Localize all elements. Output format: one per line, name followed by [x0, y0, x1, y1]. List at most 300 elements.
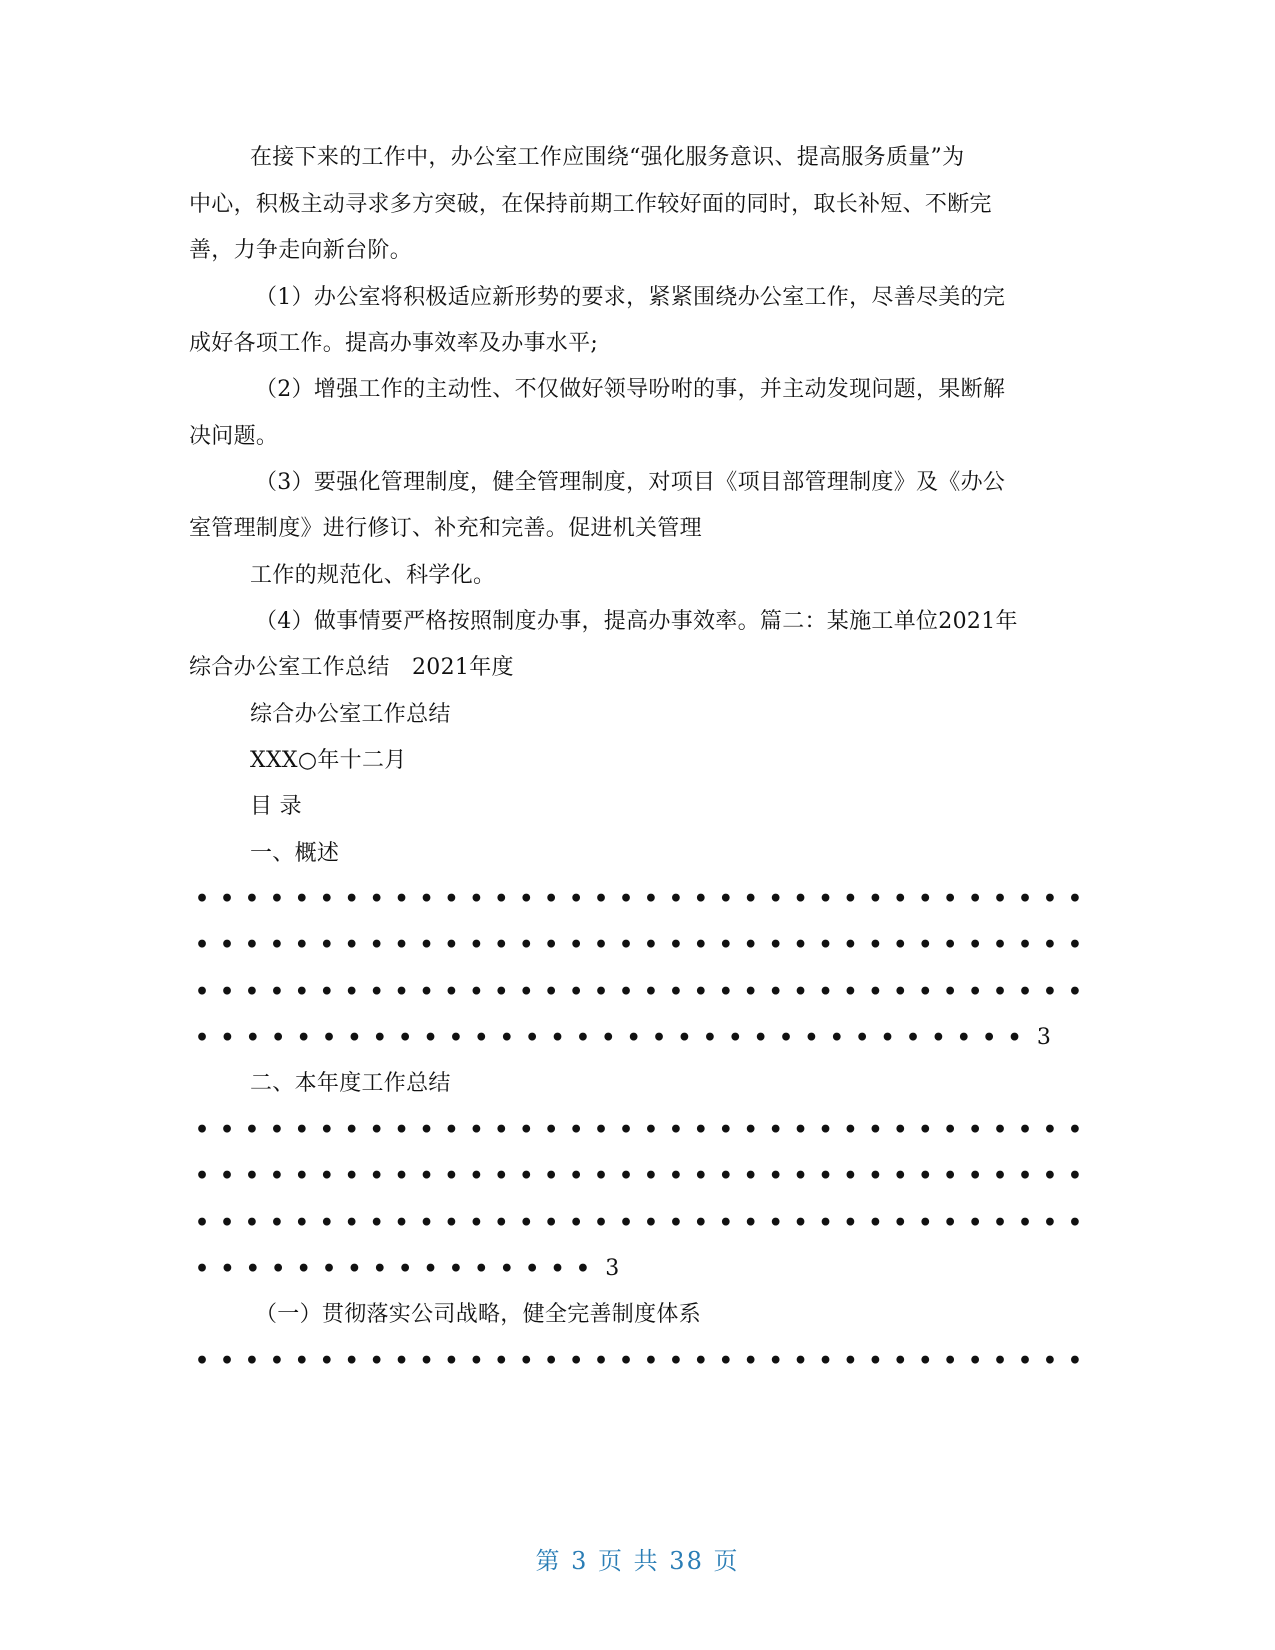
leader-dot: •	[993, 1348, 1008, 1374]
leader-dot: •	[544, 886, 559, 912]
leader-dot: •	[893, 1117, 908, 1143]
toc-entry-2-label: 二、本年度工作总结	[250, 1071, 451, 1096]
toc-leader-row	[195, 1208, 1082, 1238]
leader-dot: •	[244, 1117, 259, 1143]
leader-dot: •	[550, 1024, 565, 1051]
leader-dot: •	[1017, 1210, 1032, 1236]
leader-dot: •	[668, 1348, 683, 1374]
leader-dot: •	[818, 1348, 833, 1374]
leader-dot: •	[702, 1024, 717, 1051]
leader-dot: •	[843, 932, 858, 958]
leader-dot: •	[1067, 1348, 1082, 1374]
leader-dot: •	[294, 1210, 309, 1236]
leader-dot: •	[843, 1117, 858, 1143]
leader-dot: •	[768, 1117, 783, 1143]
leader-dot: •	[718, 886, 733, 912]
leader-dot: •	[296, 1255, 311, 1282]
leader-dot: •	[294, 979, 309, 1005]
leader-dot: •	[943, 1163, 958, 1189]
leader-dot: •	[294, 886, 309, 912]
leader-dot: •	[244, 886, 259, 912]
leader-dot: •	[829, 1024, 844, 1051]
leader-dot: •	[668, 932, 683, 958]
leader-dot: •	[718, 1210, 733, 1236]
leader-dot: •	[369, 1163, 384, 1189]
leader-dot: •	[728, 1024, 743, 1051]
leader-dot: •	[494, 1348, 509, 1374]
leader-dot: •	[544, 932, 559, 958]
leader-dot: •	[569, 1163, 584, 1189]
leader-dot: •	[519, 979, 534, 1005]
leader-dot: •	[768, 932, 783, 958]
paragraph-2-line-1: （1）办公室将积极适应新形势的要求，紧紧围绕办公室工作，尽善尽美的完	[255, 285, 1006, 310]
toc-leader-row	[195, 1161, 1082, 1191]
leader-dot: •	[594, 1348, 609, 1374]
leader-dot: •	[718, 979, 733, 1005]
leader-dot: •	[668, 886, 683, 912]
leader-dot: •	[594, 1117, 609, 1143]
leader-dot: •	[643, 932, 658, 958]
leader-dot: •	[344, 1163, 359, 1189]
leader-dot: •	[444, 1348, 459, 1374]
paragraph-3-line-1: （2）增强工作的主动性、不仅做好领导吩咐的事，并主动发现问题，果断解	[255, 377, 1006, 402]
cover-title: 综合办公室工作总结	[250, 702, 451, 727]
leader-dot: •	[344, 979, 359, 1005]
leader-dot: •	[195, 1210, 210, 1236]
leader-dot: •	[219, 1348, 234, 1374]
leader-dot: •	[868, 932, 883, 958]
leader-dot: •	[499, 1255, 514, 1282]
leader-dot: •	[968, 1210, 983, 1236]
leader-dot: •	[419, 979, 434, 1005]
leader-dot: •	[369, 979, 384, 1005]
leader-dot: •	[195, 1255, 210, 1282]
leader-dot: •	[195, 1024, 210, 1051]
leader-dot: •	[519, 1210, 534, 1236]
leader-dot: •	[1042, 1163, 1057, 1189]
leader-dot: •	[369, 1117, 384, 1143]
leader-dot: •	[1017, 886, 1032, 912]
leader-dot: •	[718, 1348, 733, 1374]
leader-dot: •	[993, 886, 1008, 912]
leader-dot: •	[843, 979, 858, 1005]
leader-dot: •	[643, 1163, 658, 1189]
leader-dot: •	[347, 1024, 362, 1051]
leader-dot: •	[369, 1210, 384, 1236]
leader-dot: •	[943, 886, 958, 912]
leader-dot: •	[444, 1210, 459, 1236]
leader-dot: •	[519, 1348, 534, 1374]
leader-dot: •	[344, 886, 359, 912]
leader-dot: •	[1017, 1163, 1032, 1189]
leader-dot: •	[269, 979, 284, 1005]
leader-dot: •	[469, 932, 484, 958]
leader-dot: •	[693, 1210, 708, 1236]
leader-dot: •	[525, 1024, 540, 1051]
leader-dot: •	[918, 932, 933, 958]
leader-dot: •	[244, 1163, 259, 1189]
paragraph-4-line-2: 室管理制度》进行修订、补充和完善。促进机关管理	[189, 516, 702, 541]
leader-dot: •	[1067, 886, 1082, 912]
leader-dot: •	[743, 1210, 758, 1236]
leader-dot: •	[643, 1117, 658, 1143]
leader-dot: •	[918, 1210, 933, 1236]
leader-dot: •	[372, 1024, 387, 1051]
leader-dot: •	[618, 932, 633, 958]
leader-dot: •	[519, 886, 534, 912]
leader-dot: •	[855, 1024, 870, 1051]
leader-dot: •	[245, 1024, 260, 1051]
leader-dot: •	[968, 979, 983, 1005]
leader-dot: •	[778, 1024, 794, 1051]
leader-dot: •	[398, 1255, 413, 1282]
leader-dot: •	[643, 979, 658, 1005]
leader-dot: •	[569, 1117, 584, 1143]
paragraph-6-line-1: （4）做事情要严格按照制度办事，提高办事效率。篇二：某施工单位2021年	[255, 609, 1018, 634]
leader-dot: •	[195, 886, 210, 912]
leader-dot: •	[575, 1024, 590, 1051]
leader-dot: •	[269, 1117, 284, 1143]
leader-dot: •	[494, 1117, 509, 1143]
leader-dot: •	[743, 886, 758, 912]
leader-dot: •	[1017, 932, 1032, 958]
leader-dot: •	[544, 1163, 559, 1189]
leader-dot: •	[718, 1117, 733, 1143]
leader-dot: •	[448, 1024, 463, 1051]
leader-dot: •	[753, 1024, 768, 1051]
leader-dot: •	[843, 1163, 858, 1189]
leader-dot: •	[594, 979, 609, 1005]
leader-dot: •	[444, 1117, 459, 1143]
leader-dot: •	[743, 932, 758, 958]
leader-dot: •	[594, 1210, 609, 1236]
leader-dot: •	[544, 1117, 559, 1143]
leader-dot: •	[880, 1024, 895, 1051]
leader-dot: •	[1017, 1117, 1032, 1143]
leader-dot: •	[220, 1024, 235, 1051]
leader-dot: •	[893, 886, 908, 912]
leader-dot: •	[575, 1255, 590, 1282]
paragraph-1-line-1: 在接下来的工作中，办公室工作应围绕“强化服务意识、提高服务质量”为	[250, 145, 965, 170]
leader-dot: •	[1042, 886, 1057, 912]
leader-dot: •	[1042, 979, 1057, 1005]
leader-dot: •	[244, 1210, 259, 1236]
leader-dot: •	[968, 886, 983, 912]
leader-dot: •	[444, 979, 459, 1005]
leader-dot: •	[394, 886, 409, 912]
leader-dot: •	[618, 1117, 633, 1143]
leader-dot: •	[868, 886, 883, 912]
leader-dot: •	[693, 1348, 708, 1374]
leader-dot: •	[319, 886, 334, 912]
leader-dot: •	[743, 1117, 758, 1143]
leader-dot: •	[419, 1117, 434, 1143]
paragraph-3-line-2: 决问题。	[189, 424, 279, 449]
leader-dot: •	[494, 1210, 509, 1236]
leader-dot: •	[818, 932, 833, 958]
leader-dot: •	[494, 886, 509, 912]
leader-dot: •	[296, 1024, 311, 1051]
leader-dot: •	[319, 1210, 334, 1236]
paragraph-5: 工作的规范化、科学化。	[250, 563, 496, 588]
toc-entry-1-page: 3	[1036, 1025, 1051, 1050]
leader-dot: •	[594, 886, 609, 912]
leader-dot: •	[993, 1117, 1008, 1143]
leader-dot: •	[968, 1117, 983, 1143]
leader-dot: •	[319, 1348, 334, 1374]
leader-dot: •	[474, 1024, 489, 1051]
leader-dot: •	[643, 1210, 658, 1236]
leader-dot: •	[244, 932, 259, 958]
leader-dot: •	[618, 1348, 633, 1374]
leader-dot: •	[693, 979, 708, 1005]
leader-dot: •	[868, 1163, 883, 1189]
leader-dot: •	[868, 1117, 883, 1143]
toc-leader-row-last	[195, 1254, 619, 1284]
toc-leader-dots	[195, 1254, 601, 1285]
leader-dot: •	[918, 886, 933, 912]
leader-dot: •	[1017, 1348, 1032, 1374]
leader-dot: •	[344, 1348, 359, 1374]
leader-dot: •	[519, 1117, 534, 1143]
leader-dot: •	[793, 1210, 808, 1236]
leader-dot: •	[321, 1024, 337, 1051]
leader-dot: •	[369, 1348, 384, 1374]
leader-dot: •	[525, 1255, 540, 1282]
leader-dot: •	[693, 886, 708, 912]
paragraph-4-line-1: （3）要强化管理制度，健全管理制度，对项目《项目部管理制度》及《办公	[255, 470, 1006, 495]
leader-dot: •	[219, 886, 234, 912]
leader-dot: •	[444, 1163, 459, 1189]
leader-dot: •	[943, 1210, 958, 1236]
leader-dot: •	[519, 932, 534, 958]
leader-dot: •	[419, 932, 434, 958]
leader-dot: •	[444, 886, 459, 912]
leader-dot: •	[519, 1163, 534, 1189]
leader-dot: •	[469, 1210, 484, 1236]
leader-dot: •	[372, 1255, 387, 1282]
leader-dot: •	[668, 979, 683, 1005]
leader-dot: •	[768, 886, 783, 912]
leader-dot: •	[601, 1024, 616, 1051]
leader-dot: •	[943, 1117, 958, 1143]
leader-dot: •	[419, 886, 434, 912]
leader-dot: •	[1042, 1210, 1057, 1236]
leader-dot: •	[693, 1163, 708, 1189]
leader-dot: •	[550, 1255, 565, 1282]
leader-dot: •	[793, 1348, 808, 1374]
page-number-footer: 第 3 页 共 38 页	[535, 1547, 740, 1575]
leader-dot: •	[968, 1163, 983, 1189]
leader-dot: •	[1067, 1210, 1082, 1236]
leader-dot: •	[569, 886, 584, 912]
leader-dot: •	[269, 886, 284, 912]
leader-dot: •	[943, 979, 958, 1005]
leader-dot: •	[943, 932, 958, 958]
leader-dot: •	[1067, 1163, 1082, 1189]
leader-dot: •	[818, 886, 833, 912]
cover-date: XXX○年十二月	[250, 748, 407, 773]
paragraph-1-line-2: 中心，积极主动寻求多方突破，在保持前期工作较好面的同时，取长补短、不断完	[189, 192, 992, 217]
leader-dot: •	[626, 1024, 641, 1051]
leader-dot: •	[319, 1163, 334, 1189]
leader-dot: •	[269, 1163, 284, 1189]
leader-dot: •	[244, 979, 259, 1005]
leader-dot: •	[294, 1348, 309, 1374]
leader-dot: •	[768, 1163, 783, 1189]
leader-dot: •	[618, 1210, 633, 1236]
leader-dot: •	[993, 979, 1008, 1005]
leader-dot: •	[1067, 932, 1082, 958]
toc-leader-row	[195, 1115, 1082, 1145]
toc-entry-3-label: （一）贯彻落实公司战略，健全完善制度体系	[255, 1302, 702, 1327]
leader-dot: •	[469, 1117, 484, 1143]
leader-dot: •	[905, 1024, 920, 1051]
leader-dot: •	[219, 979, 234, 1005]
paragraph-6-line-2: 综合办公室工作总结 2021年度	[189, 655, 514, 680]
leader-dot: •	[294, 1117, 309, 1143]
leader-dot: •	[499, 1024, 514, 1051]
leader-dot: •	[271, 1255, 286, 1282]
leader-dot: •	[394, 1210, 409, 1236]
leader-dot: •	[618, 886, 633, 912]
toc-leader-row	[195, 977, 1082, 1007]
leader-dot: •	[793, 886, 808, 912]
leader-dot: •	[793, 932, 808, 958]
leader-dot: •	[544, 979, 559, 1005]
leader-dot: •	[271, 1024, 286, 1051]
leader-dot: •	[423, 1024, 438, 1051]
leader-dot: •	[668, 1117, 683, 1143]
leader-dot: •	[818, 979, 833, 1005]
leader-dot: •	[843, 1210, 858, 1236]
leader-dot: •	[220, 1255, 235, 1282]
toc-leader-row	[195, 1346, 1082, 1376]
leader-dot: •	[319, 932, 334, 958]
leader-dot: •	[195, 932, 210, 958]
leader-dot: •	[369, 932, 384, 958]
leader-dot: •	[219, 1117, 234, 1143]
toc-entry-2-page: 3	[605, 1256, 620, 1281]
leader-dot: •	[321, 1255, 337, 1282]
leader-dot: •	[494, 979, 509, 1005]
leader-dot: •	[618, 979, 633, 1005]
leader-dot: •	[369, 886, 384, 912]
leader-dot: •	[219, 1210, 234, 1236]
leader-dot: •	[544, 1210, 559, 1236]
leader-dot: •	[469, 1163, 484, 1189]
leader-dot: •	[1017, 979, 1032, 1005]
leader-dot: •	[269, 932, 284, 958]
leader-dot: •	[768, 1348, 783, 1374]
leader-dot: •	[868, 1348, 883, 1374]
leader-dot: •	[398, 1024, 413, 1051]
leader-dot: •	[893, 1163, 908, 1189]
leader-dot: •	[494, 932, 509, 958]
leader-dot: •	[768, 979, 783, 1005]
leader-dot: •	[793, 1163, 808, 1189]
leader-dot: •	[743, 1348, 758, 1374]
leader-dot: •	[419, 1163, 434, 1189]
leader-dot: •	[195, 1163, 210, 1189]
leader-dot: •	[918, 1348, 933, 1374]
leader-dot: •	[693, 1117, 708, 1143]
leader-dot: •	[474, 1255, 489, 1282]
leader-dot: •	[993, 932, 1008, 958]
leader-dot: •	[294, 1163, 309, 1189]
leader-dot: •	[868, 1210, 883, 1236]
leader-dot: •	[1067, 979, 1082, 1005]
leader-dot: •	[444, 932, 459, 958]
leader-dot: •	[718, 932, 733, 958]
toc-leader-dots	[195, 1023, 1033, 1054]
leader-dot: •	[469, 886, 484, 912]
leader-dot: •	[1042, 1348, 1057, 1374]
leader-dot: •	[968, 932, 983, 958]
leader-dot: •	[419, 1348, 434, 1374]
leader-dot: •	[743, 979, 758, 1005]
leader-dot: •	[244, 1348, 259, 1374]
leader-dot: •	[1067, 1117, 1082, 1143]
leader-dot: •	[643, 1348, 658, 1374]
leader-dot: •	[219, 1163, 234, 1189]
leader-dot: •	[344, 1210, 359, 1236]
leader-dot: •	[344, 932, 359, 958]
leader-dot: •	[394, 1117, 409, 1143]
leader-dot: •	[269, 1348, 284, 1374]
leader-dot: •	[569, 1348, 584, 1374]
leader-dot: •	[1007, 1024, 1022, 1051]
leader-dot: •	[494, 1163, 509, 1189]
leader-dot: •	[344, 1117, 359, 1143]
leader-dot: •	[818, 1163, 833, 1189]
leader-dot: •	[594, 1163, 609, 1189]
leader-dot: •	[643, 886, 658, 912]
leader-dot: •	[818, 1210, 833, 1236]
leader-dot: •	[423, 1255, 438, 1282]
leader-dot: •	[993, 1210, 1008, 1236]
toc-entry-1-label: 一、概述	[250, 841, 340, 866]
leader-dot: •	[319, 1117, 334, 1143]
leader-dot: •	[394, 932, 409, 958]
leader-dot: •	[569, 1210, 584, 1236]
leader-dot: •	[448, 1255, 463, 1282]
leader-dot: •	[968, 1348, 983, 1374]
leader-dot: •	[394, 1348, 409, 1374]
leader-dot: •	[931, 1024, 946, 1051]
leader-dot: •	[804, 1024, 819, 1051]
leader-dot: •	[843, 886, 858, 912]
leader-dot: •	[956, 1024, 971, 1051]
leader-dot: •	[893, 979, 908, 1005]
leader-dot: •	[793, 979, 808, 1005]
leader-dot: •	[893, 1348, 908, 1374]
leader-dot: •	[195, 1117, 210, 1143]
leader-dot: •	[544, 1348, 559, 1374]
leader-dot: •	[843, 1348, 858, 1374]
leader-dot: •	[1042, 1117, 1057, 1143]
leader-dot: •	[768, 1210, 783, 1236]
leader-dot: •	[743, 1163, 758, 1189]
leader-dot: •	[943, 1348, 958, 1374]
toc-leader-row	[195, 884, 1082, 914]
leader-dot: •	[893, 932, 908, 958]
leader-dot: •	[818, 1117, 833, 1143]
leader-dot: •	[469, 979, 484, 1005]
leader-dot: •	[195, 979, 210, 1005]
toc-leader-row	[195, 930, 1082, 960]
leader-dot: •	[394, 1163, 409, 1189]
